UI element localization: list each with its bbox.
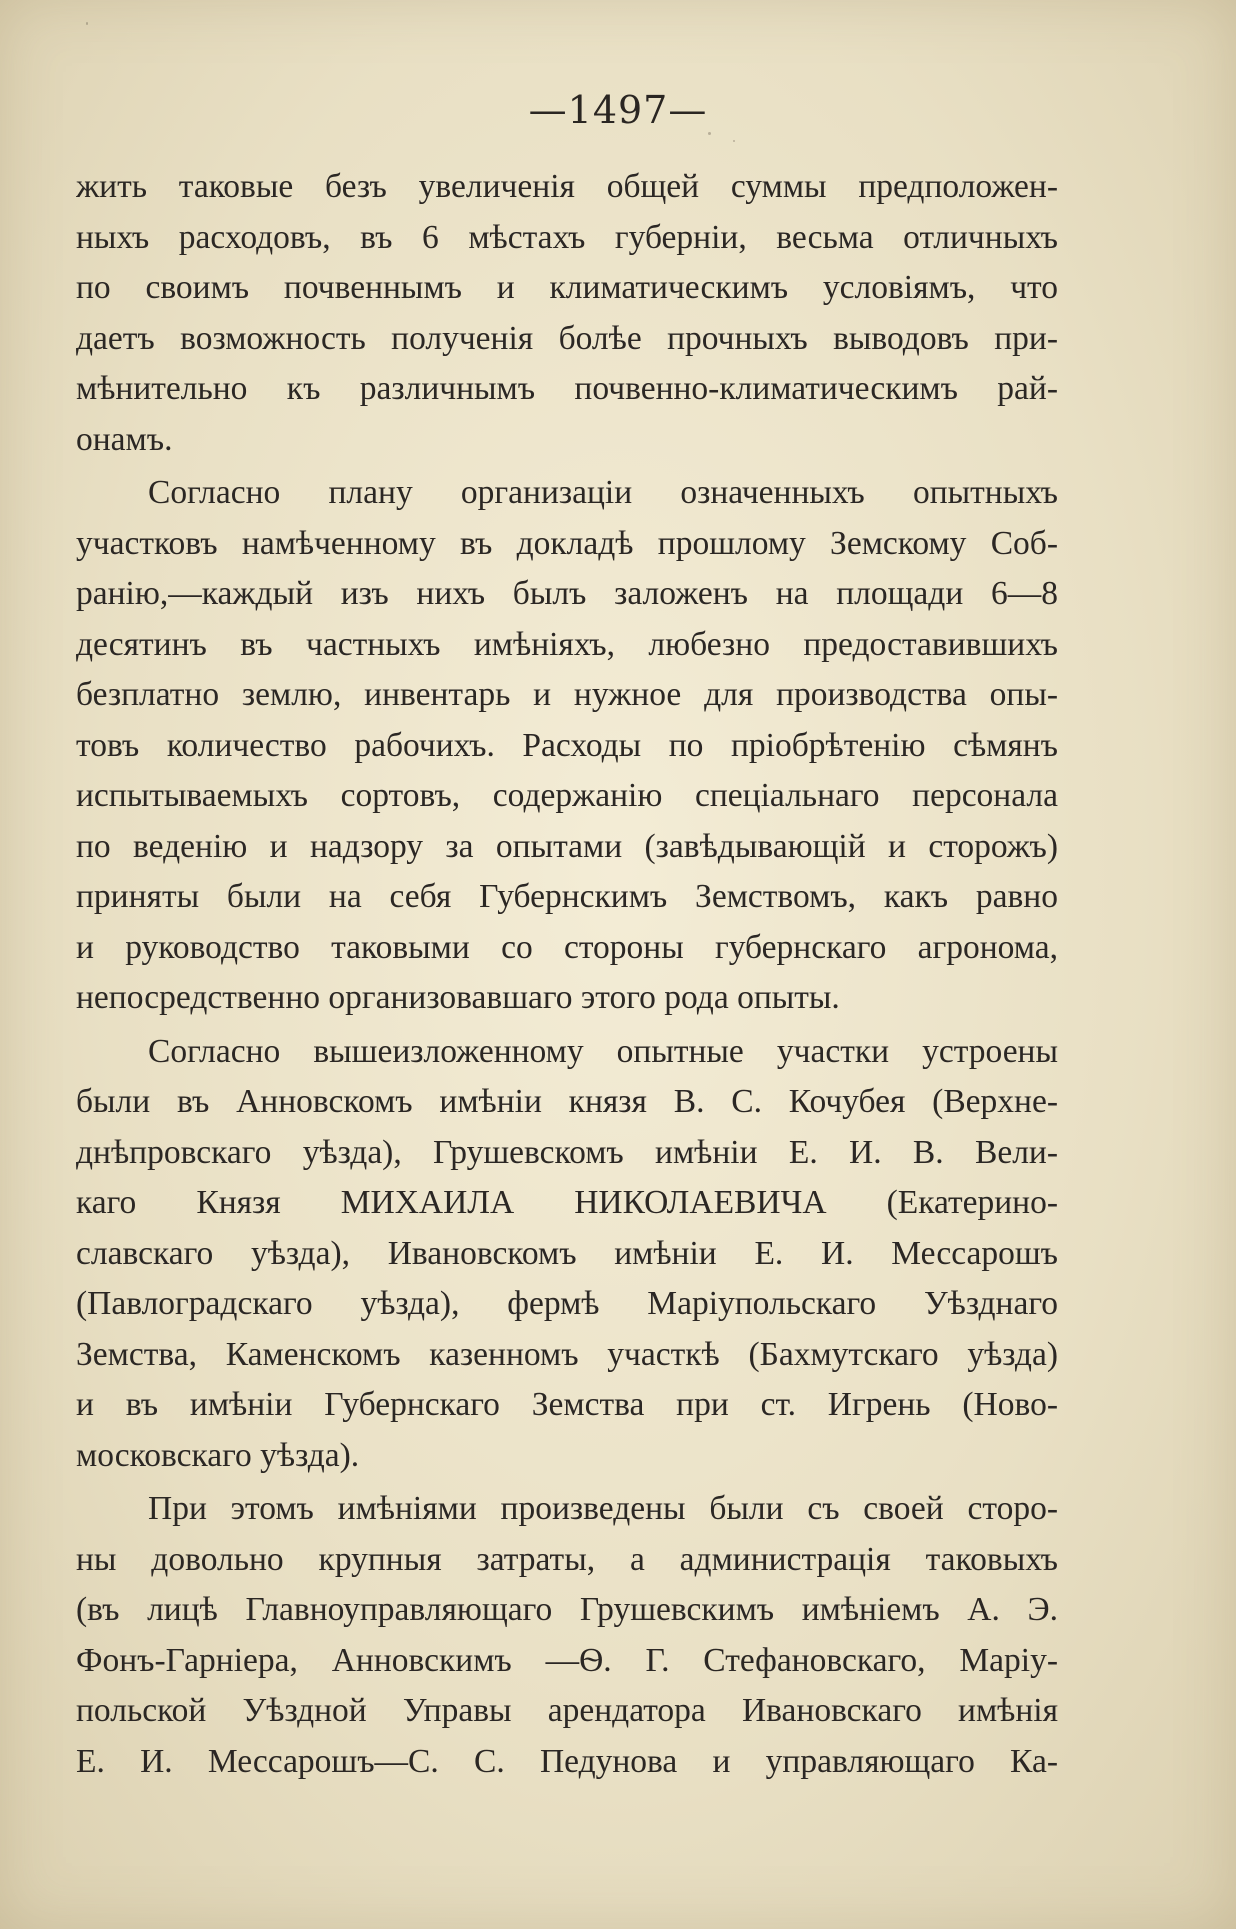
text-line: Согласно вышеизложенному опытные участки устроены — [148, 1032, 1058, 1070]
text-line: участковъ намѣченному въ докладѣ прошлому Земскому Соб- — [76, 524, 1058, 562]
text-line: непосредственно организовавшаго этого рода опыты. — [76, 979, 840, 1016]
text-line: были въ Анновскомъ имѣніи князя В. С. Кочубея (Верхне- — [76, 1083, 1058, 1120]
text-line: приняты были на себя Губернскимъ Земствомъ, какъ равно — [76, 878, 1058, 915]
text-line: московскаго уѣзда). — [76, 1436, 360, 1474]
text-line: Согласно плану организаціи означенныхъ опытныхъ — [148, 474, 1058, 511]
text-line: (въ лицѣ Главноуправляющаго Грушевскимъ имѣніемъ А. Э. — [76, 1591, 1058, 1628]
text-line: даетъ возможность полученія болѣе прочныхъ выводовъ при- — [76, 319, 1058, 357]
ink-speck — [733, 140, 735, 142]
paragraph-4 — [76, 1484, 1058, 1787]
paragraph-2 — [76, 468, 1058, 1024]
text-line: испытываемыхъ сортовъ, содержанію спеціальнаго персонала — [76, 777, 1058, 814]
text-line: (Павлоградскаго уѣзда), фермѣ Маріупольскаго Уѣзднаго — [76, 1285, 1058, 1322]
text-line: онамъ. — [76, 420, 173, 458]
text-line: ранію,—каждый изъ нихъ былъ заложенъ на площади 6—8 — [76, 575, 1058, 612]
text-line: славскаго уѣзда), Ивановскомъ имѣніи Е. И. Мессарошъ — [76, 1234, 1058, 1272]
text-line: и въ имѣніи Губернскаго Земства при ст. Игрень (Ново- — [76, 1386, 1058, 1423]
text-line: При этомъ имѣніями произведены были съ своей сторо- — [148, 1490, 1058, 1527]
text-line: днѣпровскаго уѣзда), Грушевскомъ имѣніи Е. И. В. Вели- — [76, 1133, 1058, 1171]
text-line: Земства, Каменскомъ казенномъ участкѣ (Бахмутскаго уѣзда) — [76, 1335, 1058, 1373]
text-line: по своимъ почвеннымъ и климатическимъ условіямъ, что — [76, 269, 1058, 306]
paragraph-3 — [76, 1027, 1058, 1482]
paragraph-1 — [76, 162, 1058, 465]
text-line: и руководство таковыми со стороны губернскаго агронома, — [76, 928, 1058, 966]
text-line: жить таковые безъ увеличенія общей суммы предположен- — [76, 168, 1058, 205]
page-number: —1497— — [528, 88, 708, 132]
text-line: Е. И. Мессарошъ—С. С. Педунова и управляющаго Ка- — [76, 1742, 1058, 1780]
text-line: ны довольно крупныя затраты, а администрація таковыхъ — [76, 1540, 1058, 1578]
text-line: мѣнительно къ различнымъ почвенно-климатическимъ рай- — [76, 370, 1058, 407]
text-line: Фонъ-Гарніера, Анновскимъ —Ѳ. Г. Стефановскаго, Маріу- — [76, 1641, 1058, 1679]
text-line: польской Уѣздной Управы арендатора Ивановскаго имѣнія — [76, 1692, 1058, 1729]
text-line: каго Князя МИХАИЛА НИКОЛАЕВИЧА (Екатерино- — [76, 1184, 1058, 1221]
text-line: безплатно землю, инвентарь и нужное для производства опы- — [76, 676, 1058, 713]
text-line: десятинъ въ частныхъ имѣніяхъ, любезно предоставившихъ — [76, 625, 1058, 663]
text-line: ныхъ расходовъ, въ 6 мѣстахъ губерніи, весьма отличныхъ — [76, 218, 1058, 256]
ink-speck — [86, 22, 88, 25]
text-line: товъ количество рабочихъ. Расходы по пріобрѣтенію сѣмянъ — [76, 726, 1058, 764]
text-line: по веденію и надзору за опытами (завѣдывающій и сторожъ) — [76, 827, 1058, 865]
ink-speck — [708, 132, 711, 135]
body-text — [76, 162, 1058, 1787]
